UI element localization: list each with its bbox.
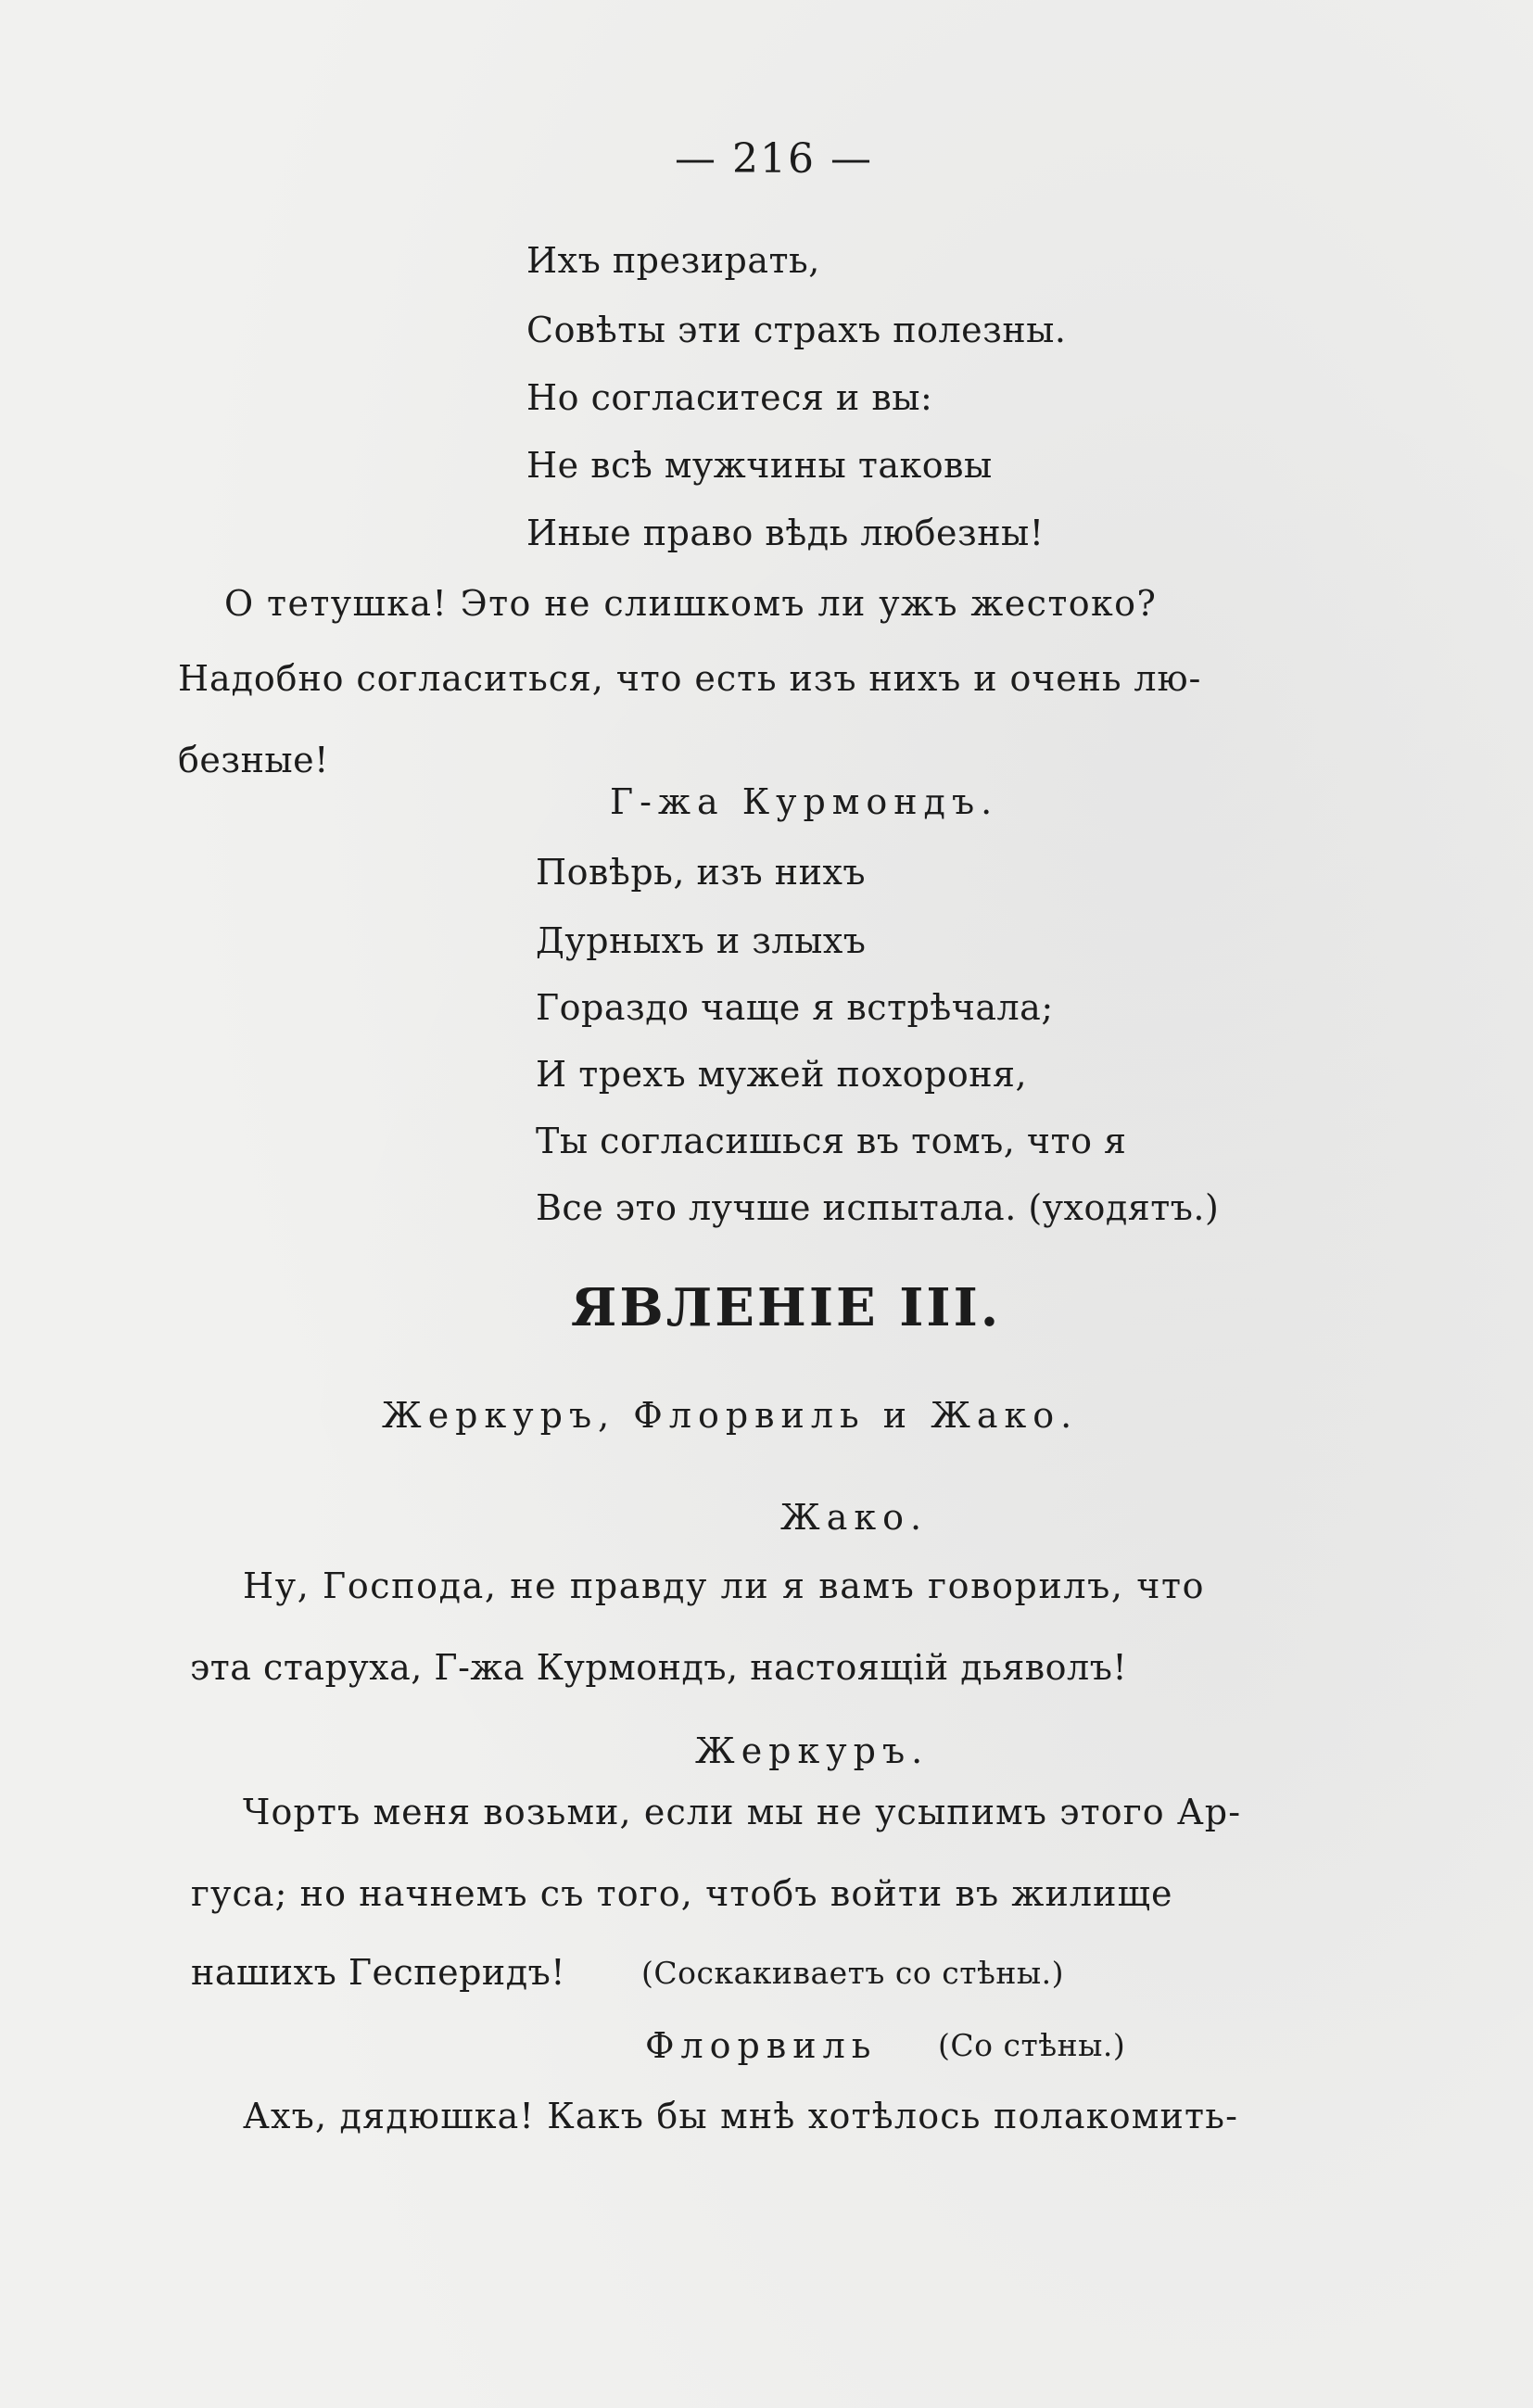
scene-heading: ЯВЛЕНІЕ III. bbox=[571, 1277, 1002, 1338]
verse-line-3: Но согласитеся и вы: bbox=[526, 377, 933, 418]
verse2-line-4: И трехъ мужей похороня, bbox=[536, 1054, 1028, 1095]
stage-direction-2: (Со стѣны.) bbox=[938, 2027, 1126, 2063]
prose-line-1: О тетушка! Это не слишкомъ ли ужъ жестоко? bbox=[224, 583, 1158, 624]
prose-line-2: Надобно согласиться, что есть изъ нихъ и очень лю- bbox=[178, 658, 1202, 699]
verse2-line-5: Ты согласишься въ томъ, что я bbox=[536, 1121, 1127, 1161]
prose3-line-1: Чортъ меня возьми, если мы не усыпимъ этого Ар- bbox=[243, 1792, 1242, 1832]
verse2-line-2: Дурныхъ и злыхъ bbox=[536, 920, 867, 961]
verse2-line-6: Все это лучше испытала. (уходятъ.) bbox=[536, 1187, 1220, 1228]
verse2-line-1: Повѣрь, изъ нихъ bbox=[536, 852, 867, 893]
verse-line-2: Совѣты эти страхъ полезны. bbox=[526, 310, 1067, 350]
prose3-line-3: нашихъ Гесперидъ! bbox=[191, 1952, 566, 1993]
speaker-jako: Жако. bbox=[780, 1497, 929, 1538]
prose-line-3: безные! bbox=[178, 740, 329, 780]
prose4-line-1: Ахъ, дядюшка! Какъ бы мнѣ хотѣлось полакомить- bbox=[243, 2096, 1239, 2136]
speaker-kurmond: Г-жа Курмондъ. bbox=[610, 781, 999, 822]
verse2-line-3: Гораздо чаще я встрѣчала; bbox=[536, 987, 1054, 1028]
prose3-line-2: гуса; но начнемъ съ того, чтобъ войти въ жилище bbox=[191, 1873, 1173, 1914]
speaker-florvil: Флорвиль bbox=[645, 2025, 878, 2066]
stage-direction-1: (Соскакиваетъ со стѣны.) bbox=[641, 1955, 1065, 1991]
characters-line: Жеркуръ, Флорвиль и Жако. bbox=[382, 1395, 1079, 1436]
verse-line-5: Иные право вѣдь любезны! bbox=[526, 513, 1045, 553]
speaker-zherkur: Жеркуръ. bbox=[695, 1730, 930, 1771]
verse-line-4: Не всѣ мужчины таковы bbox=[526, 445, 993, 486]
verse-line-1: Ихъ презирать, bbox=[526, 240, 820, 281]
prose2-line-1: Ну, Господа, не правду ли я вамъ говорилъ, что bbox=[243, 1565, 1206, 1606]
page-number: — 216 — bbox=[675, 135, 873, 183]
prose2-line-2: эта старуха, Г-жа Курмондъ, настоящій дьяволъ! bbox=[190, 1647, 1128, 1688]
